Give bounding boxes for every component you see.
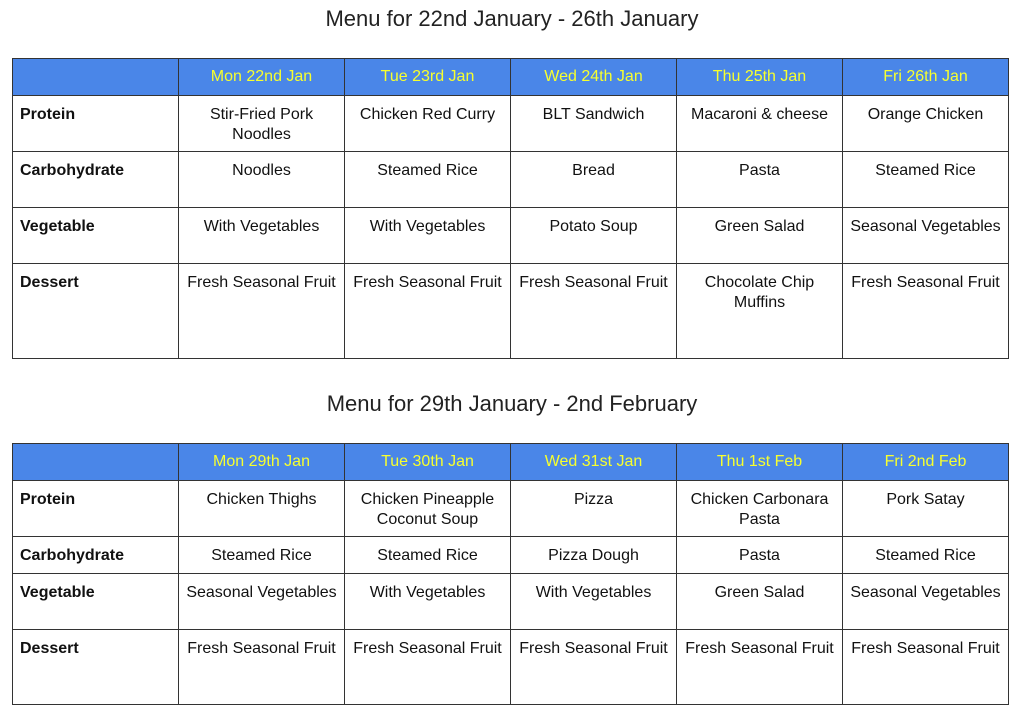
menu-cell: Fresh Seasonal Fruit (511, 630, 677, 705)
day-header: Wed 31st Jan (511, 444, 677, 481)
header-corner-cell (13, 444, 179, 481)
menu-title-week-2: Menu for 29th January - 2nd February (326, 391, 698, 416)
row-label-protein: Protein (13, 481, 179, 537)
menu-cell: Seasonal Vegetables (843, 208, 1009, 264)
menu-cell: Pizza Dough (511, 537, 677, 574)
menu-cell: Fresh Seasonal Fruit (843, 264, 1009, 359)
header-corner-cell (13, 59, 179, 96)
menu-cell: Steamed Rice (345, 152, 511, 208)
menu-cell: Noodles (179, 152, 345, 208)
menu-cell: Fresh Seasonal Fruit (677, 630, 843, 705)
row-label-vegetable: Vegetable (13, 574, 179, 630)
menu-cell: Green Salad (677, 574, 843, 630)
day-header: Tue 30th Jan (345, 444, 511, 481)
menu-cell: Fresh Seasonal Fruit (179, 264, 345, 359)
table-row-dessert (13, 630, 1009, 705)
row-label-dessert: Dessert (13, 264, 179, 359)
menu-cell: Chicken Red Curry (345, 96, 511, 152)
menu-cell: With Vegetables (345, 574, 511, 630)
row-label-protein: Protein (13, 96, 179, 152)
table-row-protein (13, 96, 1009, 152)
table-row-protein (13, 481, 1009, 537)
menu-cell: Fresh Seasonal Fruit (345, 264, 511, 359)
menu-cell: Steamed Rice (843, 152, 1009, 208)
menu-cell: Macaroni & cheese (677, 96, 843, 152)
menu-cell: Seasonal Vegetables (843, 574, 1009, 630)
table-row-dessert (13, 264, 1009, 359)
menu-cell: Pasta (677, 152, 843, 208)
menu-cell: Green Salad (677, 208, 843, 264)
menu-cell: Potato Soup (511, 208, 677, 264)
menu-cell: Seasonal Vegetables (179, 574, 345, 630)
menu-cell: Bread (511, 152, 677, 208)
day-header: Thu 1st Feb (677, 444, 843, 481)
day-header: Fri 26th Jan (843, 59, 1009, 96)
menu-cell: Fresh Seasonal Fruit (511, 264, 677, 359)
menu-cell: Fresh Seasonal Fruit (179, 630, 345, 705)
day-header: Tue 23rd Jan (345, 59, 511, 96)
menu-cell: Chicken Pineapple Coconut Soup (345, 481, 511, 537)
menu-cell: BLT Sandwich (511, 96, 677, 152)
table-row-vegetable (13, 574, 1009, 630)
menu-cell: Chicken Thighs (179, 481, 345, 537)
header-row (13, 59, 1009, 96)
table-row-vegetable (13, 208, 1009, 264)
row-label-vegetable: Vegetable (13, 208, 179, 264)
menu-cell: With Vegetables (179, 208, 345, 264)
menu-cell: Stir-Fried Pork Noodles (179, 96, 345, 152)
row-label-carbohydrate: Carbohydrate (13, 152, 179, 208)
menu-cell: Orange Chicken (843, 96, 1009, 152)
day-header: Mon 22nd Jan (179, 59, 345, 96)
menu-cell: Steamed Rice (843, 537, 1009, 574)
menu-table-week-1 (12, 58, 1009, 359)
day-header: Mon 29th Jan (179, 444, 345, 481)
menu-cell: Chicken Carbonara Pasta (677, 481, 843, 537)
menu-cell: With Vegetables (345, 208, 511, 264)
day-header: Wed 24th Jan (511, 59, 677, 96)
menu-cell: Pork Satay (843, 481, 1009, 537)
menu-cell: Chocolate Chip Muffins (677, 264, 843, 359)
menu-cell: Pasta (677, 537, 843, 574)
menu-cell: Steamed Rice (345, 537, 511, 574)
header-row (13, 444, 1009, 481)
menu-table-week-2 (12, 443, 1009, 705)
day-header: Fri 2nd Feb (843, 444, 1009, 481)
menu-cell: Steamed Rice (179, 537, 345, 574)
menu-cell: Pizza (511, 481, 677, 537)
table-row-carbohydrate (13, 537, 1009, 574)
table-row-carbohydrate (13, 152, 1009, 208)
menu-cell: Fresh Seasonal Fruit (843, 630, 1009, 705)
menu-cell: Fresh Seasonal Fruit (345, 630, 511, 705)
row-label-dessert: Dessert (13, 630, 179, 705)
day-header: Thu 25th Jan (677, 59, 843, 96)
row-label-carbohydrate: Carbohydrate (13, 537, 179, 574)
menu-title-week-1: Menu for 22nd January - 26th January (325, 6, 699, 31)
menu-cell: With Vegetables (511, 574, 677, 630)
